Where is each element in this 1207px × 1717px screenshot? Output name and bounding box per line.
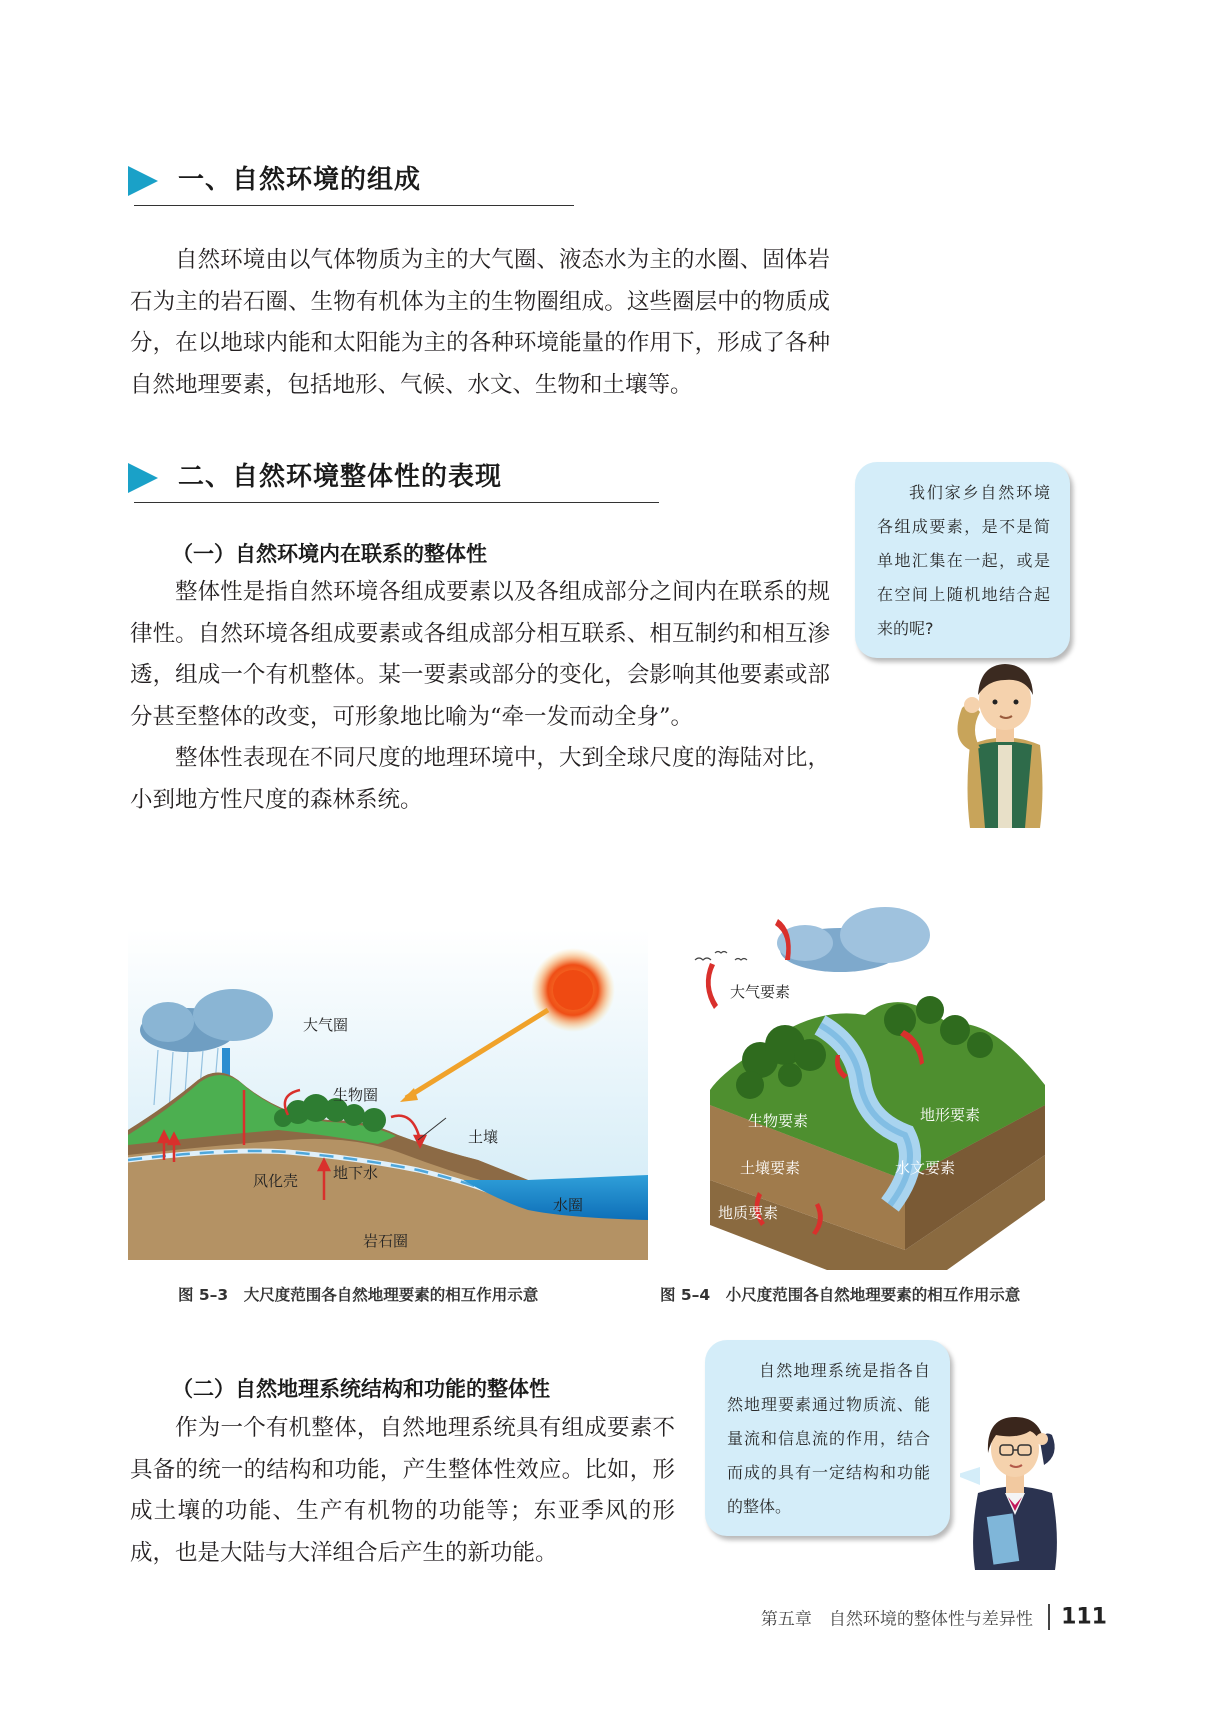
label-biosphere: 生物圈 <box>333 1086 379 1104</box>
student-boy-icon <box>940 650 1070 830</box>
label-hydrological-element: 水文要素 <box>895 1159 956 1177</box>
paragraph-composition: 自然环境由以气体物质为主的大气圈、液态水为主的水圈、固体岩石为主的岩石圈、生物有机体为主的生物圈组成。这些圈层中的物质成分，在以地球内能和太阳能为主的各种环境能量的作用下，形成了各种自然地理要素，包括地形、气候、水文、生物和土壤等。 <box>130 247 830 398</box>
label-soil: 土壤 <box>468 1128 499 1146</box>
heading-underline <box>134 502 659 504</box>
label-groundwater: 地下水 <box>333 1164 379 1182</box>
speech-bubble-question: 我们家乡自然环境各组成要素，是不是简单地汇集在一起，或是在空间上随机地结合起来的呢? <box>855 462 1070 658</box>
figure-5-3-large-scale-diagram <box>128 930 648 1260</box>
figure-5-3-caption: 图 5–3 大尺度范围各自然地理要素的相互作用示意 <box>178 1286 539 1304</box>
speech-bubble-definition: 自然地理系统是指各自然地理要素通过物质流、能量流和信息流的作用，结合而成的具有一定结构和功能的整体。 <box>705 1340 950 1536</box>
chapter-title: 第五章 自然环境的整体性与差异性 <box>760 1609 1033 1630</box>
footer-divider <box>1048 1604 1050 1630</box>
label-geological-element: 地质要素 <box>718 1204 779 1222</box>
birds-icon <box>695 952 747 961</box>
section-title: 一、自然环境的组成 <box>178 165 422 195</box>
label-atmospheric-element: 大气要素 <box>730 983 791 1001</box>
triangle-marker-icon <box>128 166 158 196</box>
triangle-marker-icon <box>128 463 158 493</box>
cloud-icon <box>777 907 930 972</box>
label-weathering-crust: 风化壳 <box>253 1172 299 1190</box>
label-hydrosphere: 水圈 <box>553 1196 584 1214</box>
label-lithosphere: 岩石圈 <box>363 1232 409 1250</box>
section-title: 二、自然环境整体性的表现 <box>178 462 503 492</box>
label-soil-element: 土壤要素 <box>740 1159 801 1177</box>
page-footer <box>761 1604 1107 1630</box>
figure-5-4-small-scale-diagram <box>690 905 1070 1270</box>
subsection-title-1: （一）自然环境内在联系的整体性 <box>172 542 487 566</box>
page-number: 111 <box>1061 1604 1107 1630</box>
heading-underline <box>134 205 574 207</box>
paragraph-integrity: 整体性是指自然环境各组成要素以及各组成部分之间内在联系的规律性。自然环境各组成要素或各组成部分相互联系、相互制约和相互渗透，组成一个有机整体。某一要素或部分的变化，会影响其他要素或部分甚至整体的改变，可形象地比喻为“牵一发而动全身”。 整体性表现在不同尺度的地理环境中，大到全球尺度的海陆对比，小到地方性尺度的森林系统。 <box>130 579 830 813</box>
label-terrain-element: 地形要素 <box>920 1106 981 1124</box>
label-atmosphere: 大气圈 <box>303 1016 349 1034</box>
subsection-title-2: （二）自然地理系统结构和功能的整体性 <box>172 1377 550 1401</box>
label-biological-element: 生物要素 <box>748 1112 809 1130</box>
paragraph-structure-function: 作为一个有机整体，自然地理系统具有组成要素不具备的统一的结构和功能，产生整体性效应。比如，形成土壤的功能、生产有机物的功能等；东亚季风的形成，也是大陆与大洋组合后产生的新功能。 <box>130 1415 675 1566</box>
student-girl-icon <box>960 1405 1070 1570</box>
figure-5-4-caption: 图 5–4 小尺度范围各自然地理要素的相互作用示意 <box>660 1286 1021 1304</box>
